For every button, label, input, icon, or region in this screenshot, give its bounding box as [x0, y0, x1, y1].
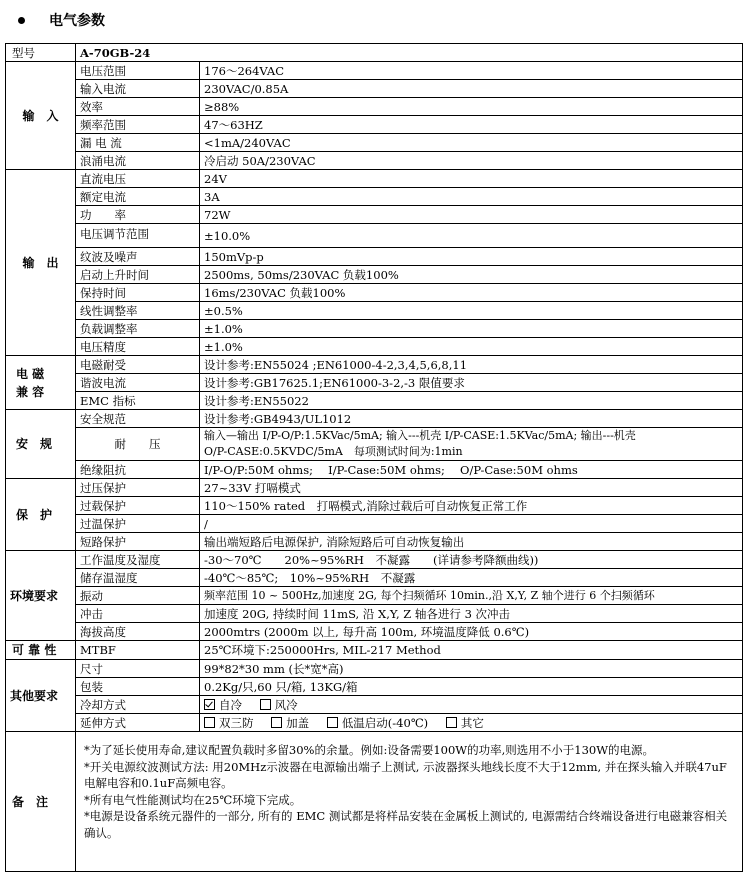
- table-row: [6, 732, 743, 872]
- table-row: [6, 152, 743, 170]
- param-value: /: [200, 515, 743, 533]
- table-row: [6, 696, 743, 714]
- option-label: 其它: [460, 715, 484, 730]
- table-row: [6, 569, 743, 587]
- param-label: 谐波电流: [76, 374, 200, 392]
- table-row: [6, 479, 743, 497]
- param-value: 24V: [200, 170, 743, 188]
- table-row: [6, 224, 743, 248]
- param-label: 电压调节范围: [76, 224, 200, 248]
- param-label: 安全规范: [76, 410, 200, 428]
- param-label: 短路保护: [76, 533, 200, 551]
- table-row: [6, 678, 743, 696]
- param-label: 电磁耐受: [76, 356, 200, 374]
- withstand-voltage-line2: O/P-CASE:0.5KVDC/5mA 每项测试时间为:1min: [204, 445, 463, 458]
- checkbox-checked-icon[interactable]: [204, 699, 215, 710]
- section-title: 电气参数: [49, 13, 105, 29]
- table-row: [6, 116, 743, 134]
- param-value: ≥88%: [200, 98, 743, 116]
- extend-options: [200, 714, 743, 732]
- table-row: [6, 134, 743, 152]
- param-label: 负载调整率: [76, 320, 200, 338]
- param-label: EMC 指标: [76, 392, 200, 410]
- param-value: 2000mtrs (2000m 以上, 每升高 100m, 环境温度降低 0.6℃): [200, 623, 743, 641]
- extend-option-cover[interactable]: [271, 716, 309, 730]
- table-row: [6, 302, 743, 320]
- cooling-options: [200, 696, 743, 714]
- param-value: 16ms/230VAC 负载100%: [200, 284, 743, 302]
- param-label: 振动: [76, 587, 200, 605]
- param-label: 过载保护: [76, 497, 200, 515]
- category-output: 输 出: [6, 170, 76, 356]
- category-environment: 环境要求: [6, 551, 76, 641]
- param-label: 电压范围: [76, 62, 200, 80]
- cooling-option-self[interactable]: [204, 698, 242, 712]
- checkbox-icon[interactable]: [204, 717, 215, 728]
- param-label: 浪涌电流: [76, 152, 200, 170]
- param-value: 230VAC/0.85A: [200, 80, 743, 98]
- param-value: 176～264VAC: [200, 62, 743, 80]
- remark-line: *电源是设备系统元器件的一部分, 所有的 EMC 测试都是将样品安装在金属板上测试的, 电源需结合终端设备进行电磁兼容相关确认。: [84, 809, 728, 840]
- param-label: 额定电流: [76, 188, 200, 206]
- param-label: 海拔高度: [76, 623, 200, 641]
- param-label: 过温保护: [76, 515, 200, 533]
- param-label: 纹波及噪声: [76, 248, 200, 266]
- param-value: 0.2Kg/只,60 只/箱, 13KG/箱: [200, 678, 743, 696]
- category-other: 其他要求: [6, 660, 76, 732]
- param-label: 过压保护: [76, 479, 200, 497]
- param-label: 冷却方式: [76, 696, 200, 714]
- param-label: 储存温湿度: [76, 569, 200, 587]
- model-value: A-70GB-24: [76, 44, 743, 62]
- param-value: 频率范围 10 ~ 500Hz,加速度 2G, 每个扫频循环 10min.,沿 X,Y, Z 轴个进行 6 个扫频循环: [200, 587, 743, 605]
- checkbox-icon[interactable]: [446, 717, 457, 728]
- option-label: 加盖: [286, 715, 310, 730]
- param-value: 25℃环境下:250000Hrs, MIL-217 Method: [200, 641, 743, 660]
- param-value: 99*82*30 mm (长*宽*高): [200, 660, 743, 678]
- param-label: 输入电流: [76, 80, 200, 98]
- param-value: ±1.0%: [200, 320, 743, 338]
- param-value: 47～63HZ: [200, 116, 743, 134]
- table-row: [6, 515, 743, 533]
- model-label: 型号: [6, 44, 76, 62]
- table-row: [6, 320, 743, 338]
- param-value: 输出端短路后电源保护, 消除短路后可自动恢复输出: [200, 533, 743, 551]
- param-value: 3A: [200, 188, 743, 206]
- table-row: [6, 80, 743, 98]
- category-emc-line2: 兼 容: [16, 384, 45, 399]
- category-protection: 保 护: [6, 479, 76, 551]
- param-label: 频率范围: [76, 116, 200, 134]
- option-label: 低温启动(-40℃): [341, 715, 429, 730]
- section-heading: [12, 10, 105, 30]
- table-row: [6, 266, 743, 284]
- table-row: [6, 587, 743, 605]
- withstand-voltage-line1: 输入—输出 I/P-O/P:1.5KVac/5mA; 输入---机壳 I/P-CASE:1.5KVac/5mA; 输出---机壳: [204, 429, 636, 442]
- category-safety: 安 规: [6, 410, 76, 479]
- option-label: 双三防: [219, 715, 254, 730]
- param-value: 加速度 20G, 持续时间 11mS, 沿 X,Y, Z 轴各进行 3 次冲击: [200, 605, 743, 623]
- param-value: ±0.5%: [200, 302, 743, 320]
- table-row: [6, 461, 743, 479]
- table-row: [6, 170, 743, 188]
- checkbox-icon[interactable]: [260, 699, 271, 710]
- table-row: [6, 62, 743, 80]
- param-value: 2500ms, 50ms/230VAC 负载100%: [200, 266, 743, 284]
- param-value: ±1.0%: [200, 338, 743, 356]
- extend-option-other[interactable]: [446, 716, 484, 730]
- param-label: 电压精度: [76, 338, 200, 356]
- remark-line: *为了延长使用寿命,建议配置负载时多留30%的余量。例如:设备需要100W的功率,则选用不小于130W的电源。: [84, 743, 655, 757]
- table-row: [6, 533, 743, 551]
- extend-option-coating[interactable]: [204, 716, 254, 730]
- table-row: [6, 284, 743, 302]
- param-label: MTBF: [76, 641, 200, 660]
- param-label: 尺寸: [76, 660, 200, 678]
- param-label: 效率: [76, 98, 200, 116]
- table-row: [6, 428, 743, 461]
- table-row: [6, 605, 743, 623]
- table-row: [6, 44, 743, 62]
- param-value: -30～70℃ 20%~95%RH 不凝露 (详请参考降额曲线)): [200, 551, 743, 569]
- remark-line: *开关电源纹波测试方法: 用20MHz示波器在电源输出端子上测试, 示波器探头地线长度不大于12mm, 并在探头输入并联47uF电解电容和0.1uF高频电容。: [84, 759, 727, 790]
- bullet-icon: [18, 17, 25, 24]
- checkbox-icon[interactable]: [271, 717, 282, 728]
- option-label: 风冷: [274, 697, 298, 712]
- param-value: 设计参考:EN55024 ;EN61000-4-2,3,4,5,6,8,11: [200, 356, 743, 374]
- remark-line: *所有电气性能测试均在25℃环境下完成。: [84, 792, 302, 807]
- param-value: 冷启动 50A/230VAC: [200, 152, 743, 170]
- param-value: -40℃～85℃; 10%~95%RH 不凝露: [200, 569, 743, 587]
- category-remarks: 备 注: [6, 732, 76, 872]
- param-value: 150mVp-p: [200, 248, 743, 266]
- param-value: 110～150% rated 打嗝模式,消除过载后可自动恢复正常工作: [200, 497, 743, 515]
- extend-option-lowtemp[interactable]: [327, 716, 428, 730]
- table-row: [6, 248, 743, 266]
- category-input: 输 入: [6, 62, 76, 170]
- table-row: [6, 410, 743, 428]
- category-emc: [6, 356, 76, 410]
- param-label: 工作温度及湿度: [76, 551, 200, 569]
- param-label: 启动上升时间: [76, 266, 200, 284]
- table-row: [6, 206, 743, 224]
- table-row: [6, 374, 743, 392]
- table-row: [6, 497, 743, 515]
- category-reliability: 可 靠 性: [6, 641, 76, 660]
- table-row: [6, 660, 743, 678]
- param-value: 设计参考:GB4943/UL1012: [200, 410, 743, 428]
- param-label: 功 率: [76, 206, 200, 224]
- param-label: 冲击: [76, 605, 200, 623]
- checkbox-icon[interactable]: [327, 717, 338, 728]
- spec-table: [5, 43, 743, 872]
- param-value: [200, 428, 743, 461]
- param-label: 绝缘阻抗: [76, 461, 200, 479]
- category-emc-line1: 电 磁: [16, 366, 45, 381]
- param-label: 保持时间: [76, 284, 200, 302]
- param-value: 27~33V 打嗝模式: [200, 479, 743, 497]
- option-label: 自冷: [219, 697, 242, 712]
- param-label: 漏 电 流: [76, 134, 200, 152]
- param-value: 72W: [200, 206, 743, 224]
- param-value: 设计参考:EN55022: [200, 392, 743, 410]
- param-label: 耐 压: [76, 428, 200, 461]
- remarks-body: [76, 732, 743, 872]
- table-row: [6, 356, 743, 374]
- table-row: [6, 392, 743, 410]
- cooling-option-fan[interactable]: [260, 698, 298, 712]
- param-value: ±10.0%: [200, 224, 743, 248]
- param-value: <1mA/240VAC: [200, 134, 743, 152]
- table-row: [6, 98, 743, 116]
- param-label: 包装: [76, 678, 200, 696]
- table-row: [6, 714, 743, 732]
- param-label: 直流电压: [76, 170, 200, 188]
- table-row: [6, 641, 743, 660]
- table-row: [6, 551, 743, 569]
- table-row: [6, 623, 743, 641]
- param-value: I/P-O/P:50M ohms; I/P-Case:50M ohms; O/P-Case:50M ohms: [200, 461, 743, 479]
- param-value: 设计参考:GB17625.1;EN61000-3-2,-3 限值要求: [200, 374, 743, 392]
- table-row: [6, 338, 743, 356]
- param-label: 延伸方式: [76, 714, 200, 732]
- param-label: 线性调整率: [76, 302, 200, 320]
- table-row: [6, 188, 743, 206]
